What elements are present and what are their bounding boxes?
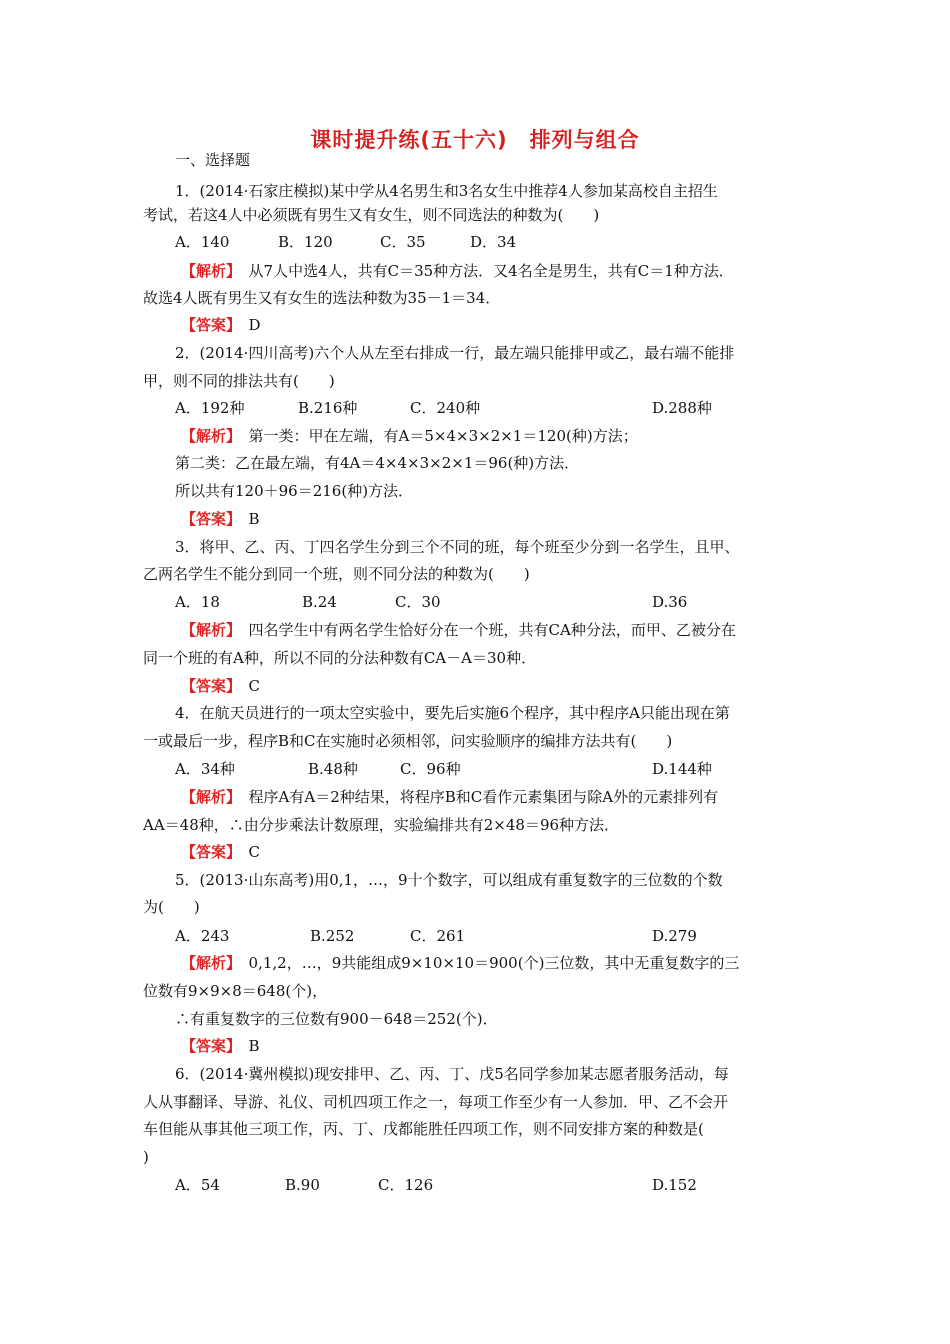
q3-stem-line-2: 乙两名学生不能分到同一个班，则不同分法的种数为( ) xyxy=(143,565,530,583)
q4-option-b: B.48种 xyxy=(308,760,358,778)
q3-option-c: C．30 xyxy=(395,593,441,611)
q5-stem-line-1: 5．(2013·山东高考)用0,1，…，9十个数字，可以组成有重复数字的三位数的个数 xyxy=(175,871,723,889)
analysis-tag: 【解析】 xyxy=(181,788,234,806)
q5-option-b: B.252 xyxy=(310,927,355,945)
answer-tag: 【答案】 xyxy=(181,677,234,695)
q2-analysis-line-1 xyxy=(181,426,638,446)
q4-option-d: D.144种 xyxy=(652,760,712,778)
analysis-text: 第一类：甲在左端，有A＝5×4×3×2×1＝120(种)方法； xyxy=(248,427,638,445)
answer-value: C xyxy=(248,677,261,695)
q4-analysis-line-1 xyxy=(181,787,718,807)
q2-analysis-line-2: 第二类：乙在最左端，有4A＝4×4×3×2×1＝96(种)方法． xyxy=(175,454,580,472)
q5-answer xyxy=(181,1036,260,1056)
answer-value: D xyxy=(248,316,261,334)
q2-analysis-line-3: 所以共有120＋96＝216(种)方法． xyxy=(175,482,414,500)
analysis-tag: 【解析】 xyxy=(181,427,234,445)
q3-option-d: D.36 xyxy=(652,593,688,611)
q5-option-d: D.279 xyxy=(652,927,697,945)
q3-analysis-line-2: 同一个班的有A种，所以不同的分法种数有CA－A＝30种． xyxy=(143,649,537,667)
q5-stem-line-2: 为( ) xyxy=(143,898,200,916)
q1-stem-line-2: 考试，若这4人中必须既有男生又有女生，则不同选法的种数为( ) xyxy=(143,206,600,224)
q6-option-a: A．54 xyxy=(175,1176,220,1194)
q2-option-b: B.216种 xyxy=(298,399,358,417)
q5-analysis-line-1 xyxy=(181,953,739,973)
q1-analysis-line-1 xyxy=(181,261,734,281)
analysis-text: 0,1,2，…，9共能组成9×10×10＝900(个)三位数，其中无重复数字的三 xyxy=(248,954,740,972)
analysis-tag: 【解析】 xyxy=(181,262,234,280)
q6-option-c: C．126 xyxy=(378,1176,434,1194)
answer-tag: 【答案】 xyxy=(181,1037,234,1055)
q1-stem-line-1: 1．(2014·石家庄模拟)某中学从4名男生和3名女生中推荐4人参加某高校自主招生 xyxy=(175,182,718,200)
q2-stem-line-2: 甲，则不同的排法共有( ) xyxy=(143,372,335,390)
q4-option-c: C．96种 xyxy=(400,760,461,778)
analysis-tag: 【解析】 xyxy=(181,954,234,972)
q4-stem-line-1: 4．在航天员进行的一项太空实验中，要先后实施6个程序，其中程序A只能出现在第 xyxy=(175,704,730,722)
q1-analysis-line-2: 故选4人既有男生又有女生的选法种数为35－1＝34． xyxy=(143,289,501,307)
answer-value: B xyxy=(248,1037,260,1055)
q5-option-a: A．243 xyxy=(175,927,230,945)
q2-option-c: C．240种 xyxy=(410,399,481,417)
q6-stem-line-4: ) xyxy=(143,1148,149,1166)
q1-option-b: B．120 xyxy=(278,233,333,251)
q4-analysis-line-2: AA＝48种，∴由分步乘法计数原理，实验编排共有2×48＝96种方法． xyxy=(143,816,620,834)
q2-stem-line-1: 2．(2014·四川高考)六个人从左至右排成一行，最左端只能排甲或乙，最右端不能排 xyxy=(175,344,735,362)
q3-answer xyxy=(181,676,260,696)
q4-answer xyxy=(181,842,260,862)
q1-answer xyxy=(181,315,261,335)
q4-option-a: A．34种 xyxy=(175,760,235,778)
q6-stem-line-1: 6．(2014·冀州模拟)现安排甲、乙、丙、丁、戊5名同学参加某志愿者服务活动，每 xyxy=(175,1065,729,1083)
q6-stem-line-3: 车但能从事其他三项工作，丙、丁、戊都能胜任四项工作，则不同安排方案的种数是( xyxy=(143,1120,704,1138)
answer-value: C xyxy=(248,843,261,861)
analysis-tag: 【解析】 xyxy=(181,621,234,639)
q6-option-b: B.90 xyxy=(285,1176,320,1194)
analysis-text: 从7人中选4人，共有C＝35种方法．又4名全是男生，共有C＝1种方法． xyxy=(248,262,734,280)
answer-value: B xyxy=(248,510,260,528)
q4-stem-line-2: 一或最后一步，程序B和C在实施时必须相邻，问实验顺序的编排方法共有( ) xyxy=(143,732,673,750)
q1-option-a: A．140 xyxy=(175,233,230,251)
q2-option-d: D.288种 xyxy=(652,399,712,417)
answer-tag: 【答案】 xyxy=(181,316,234,334)
q5-option-c: C．261 xyxy=(410,927,466,945)
page-title: 课时提升练(五十六) 排列与组合 xyxy=(310,128,640,152)
q5-analysis-line-3: ∴有重复数字的三位数有900－648＝252(个)． xyxy=(175,1010,498,1028)
q2-option-a: A．192种 xyxy=(175,399,245,417)
q5-analysis-line-2: 位数有9×9×8＝648(个)， xyxy=(143,982,328,1000)
q1-option-d: D．34 xyxy=(470,233,517,251)
answer-tag: 【答案】 xyxy=(181,510,234,528)
analysis-text: 四名学生中有两名学生恰好分在一个班，共有CA种分法，而甲、乙被分在 xyxy=(248,621,736,639)
q6-option-d: D.152 xyxy=(652,1176,697,1194)
q3-analysis-line-1 xyxy=(181,620,736,640)
q3-option-a: A．18 xyxy=(175,593,220,611)
answer-tag: 【答案】 xyxy=(181,843,234,861)
q3-stem-line-1: 3．将甲、乙、丙、丁四名学生分到三个不同的班，每个班至少分到一名学生，且甲、 xyxy=(175,538,740,556)
q6-stem-line-2: 人从事翻译、导游、礼仪、司机四项工作之一，每项工作至少有一人参加．甲、乙不会开 xyxy=(143,1093,729,1111)
q1-option-c: C．35 xyxy=(380,233,426,251)
q2-answer xyxy=(181,509,260,529)
q3-option-b: B.24 xyxy=(302,593,337,611)
section-heading: 一、选择题 xyxy=(175,151,251,169)
analysis-text: 程序A有A＝2种结果，将程序B和C看作元素集团与除A外的元素排列有 xyxy=(248,788,719,806)
